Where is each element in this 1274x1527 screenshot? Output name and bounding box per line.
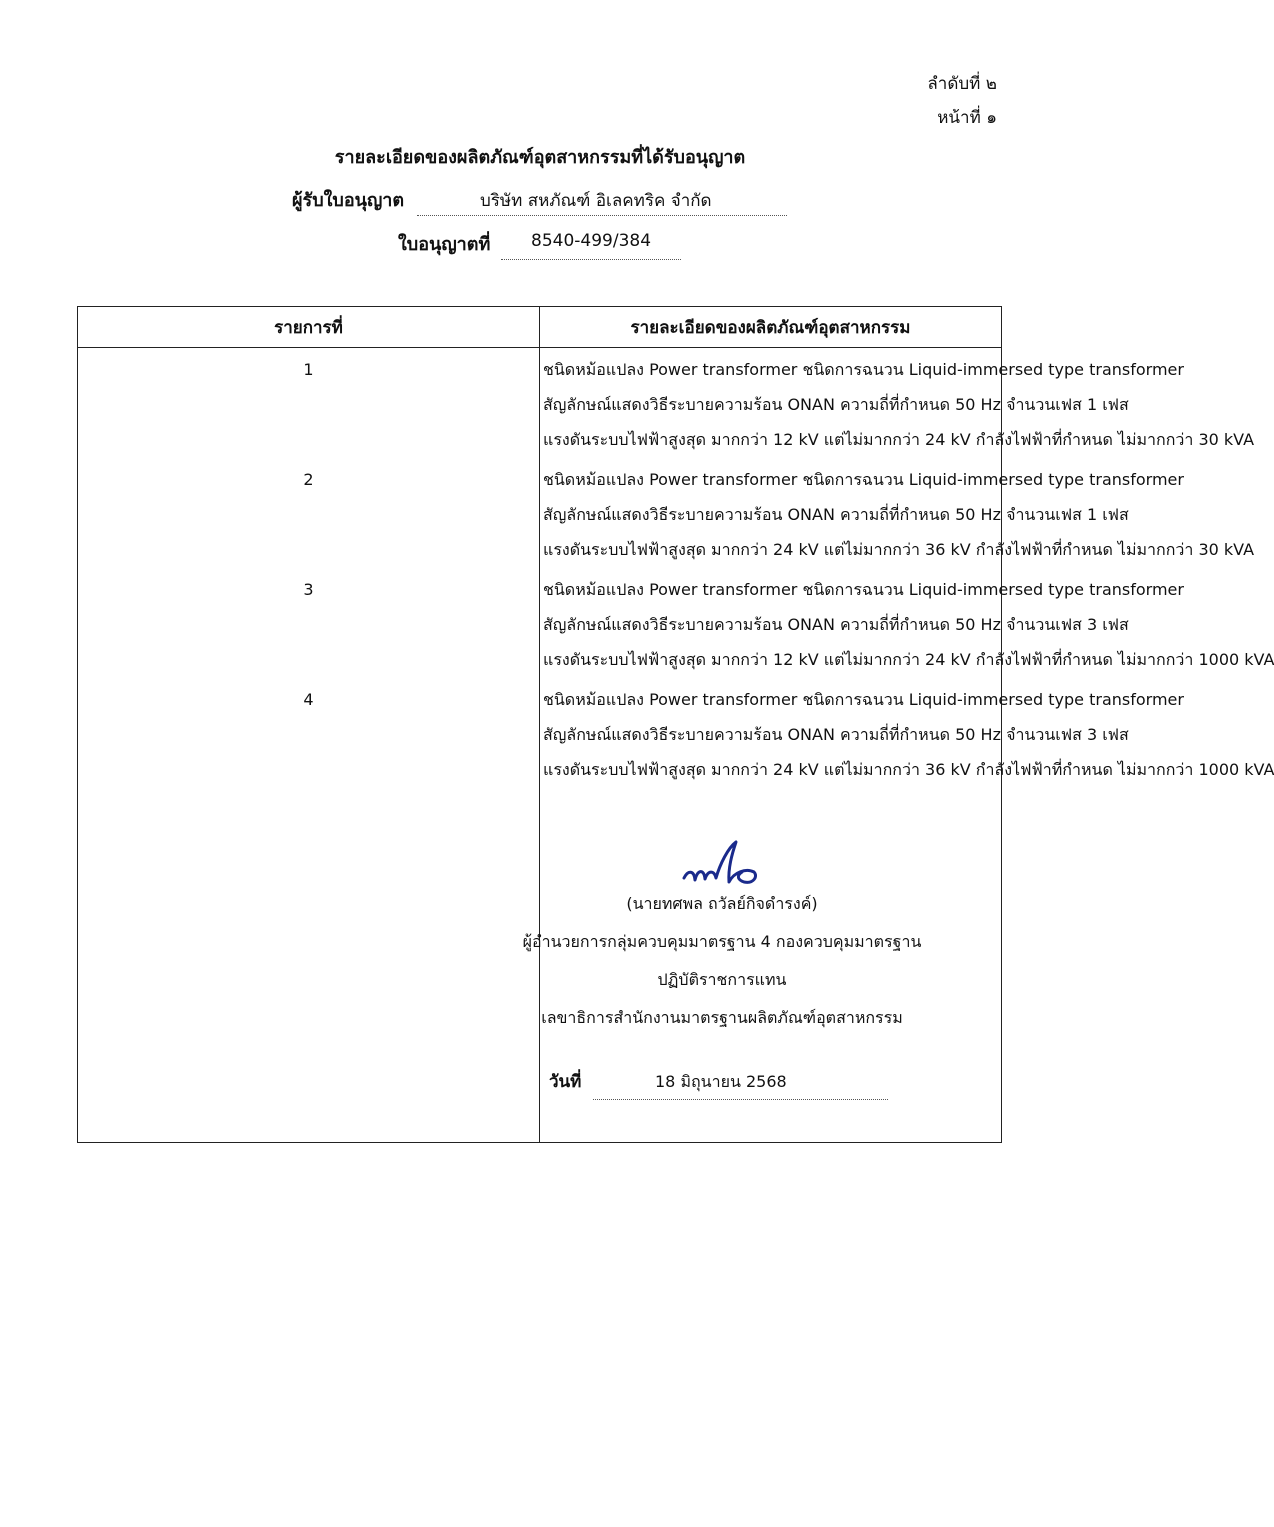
- acting-on-behalf: ปฏิบัติราชการแทน: [657, 970, 787, 989]
- date-label: วันที่: [549, 1072, 582, 1092]
- description-line: แรงดันระบบไฟฟ้าสูงสุด มากกว่า 24 kV แต่ไม่มากกว่า 36 kV กำลังไฟฟ้าที่กำหนด ไม่มากกว่า 30 kVA: [543, 540, 1255, 559]
- description-line: ชนิดหม้อแปลง Power transformer ชนิดการฉนวน Liquid-immersed type transformer: [543, 360, 1184, 379]
- description-line: ชนิดหม้อแปลง Power transformer ชนิดการฉนวน Liquid-immersed type transformer: [543, 580, 1184, 599]
- description-line: แรงดันระบบไฟฟ้าสูงสุด มากกว่า 12 kV แต่ไม่มากกว่า 24 kV กำลังไฟฟ้าที่กำหนด ไม่มากกว่า 30 kVA: [543, 430, 1255, 449]
- description-line: แรงดันระบบไฟฟ้าสูงสุด มากกว่า 12 kV แต่ไม่มากกว่า 24 kV กำลังไฟฟ้าที่กำหนด ไม่มากกว่า 1000 kVA: [543, 650, 1274, 669]
- description-line: สัญลักษณ์แสดงวิธีระบายความร้อน ONAN ความถี่ที่กำหนด 50 Hz จำนวนเฟส 3 เฟส: [543, 725, 1129, 744]
- description-line: สัญลักษณ์แสดงวิธีระบายความร้อน ONAN ความถี่ที่กำหนด 50 Hz จำนวนเฟส 3 เฟส: [543, 615, 1129, 634]
- item-description: [540, 682, 1274, 792]
- item-number: 4: [303, 690, 314, 709]
- description-line: สัญลักษณ์แสดงวิธีระบายความร้อน ONAN ความถี่ที่กำหนด 50 Hz จำนวนเฟส 1 เฟส: [543, 395, 1129, 414]
- item-number: 1: [303, 360, 314, 379]
- licensee-dotted-line: [417, 215, 787, 216]
- license-dotted-line: [501, 259, 681, 260]
- item-number-column: [78, 348, 540, 1143]
- license-label: ใบอนุญาตที่: [398, 234, 491, 255]
- page-number: หน้าที่ ๑: [937, 108, 997, 128]
- item-description: [540, 352, 1255, 462]
- handwritten-signature: [662, 838, 782, 894]
- item-number: 3: [303, 580, 314, 599]
- licensee-label: ผู้รับใบอนุญาต: [292, 190, 405, 211]
- license-number: 8540-499/384: [531, 231, 652, 251]
- column-header-details: รายละเอียดของผลิตภัณฑ์อุตสาหกรรม: [540, 307, 1002, 348]
- signatory-office: เลขาธิการสำนักงานมาตรฐานผลิตภัณฑ์อุตสาหกรรม: [541, 1008, 903, 1027]
- item-number: 2: [303, 470, 314, 489]
- date-dotted-line: [593, 1099, 888, 1100]
- description-line: สัญลักษณ์แสดงวิธีระบายความร้อน ONAN ความถี่ที่กำหนด 50 Hz จำนวนเฟส 1 เฟส: [543, 505, 1129, 524]
- signatory-name: (นายทศพล ถวัลย์กิจดำรงค์): [626, 894, 818, 913]
- signatory-position: ผู้อำนวยการกลุ่มควบคุมมาตรฐาน 4 กองควบคุมมาตรฐาน: [522, 932, 922, 951]
- date-value: 18 มิถุนายน 2568: [655, 1072, 787, 1091]
- signature-block: [497, 838, 947, 1046]
- licensee-name: บริษัท สหภัณฑ์ อิเลคทริค จำกัด: [480, 191, 712, 211]
- item-description: [540, 462, 1255, 572]
- item-description: [540, 572, 1274, 682]
- document-title: รายละเอียดของผลิตภัณฑ์อุตสาหกรรมที่ได้รับอนุญาต: [334, 147, 746, 168]
- description-line: ชนิดหม้อแปลง Power transformer ชนิดการฉนวน Liquid-immersed type transformer: [543, 470, 1184, 489]
- table-header-row: [78, 307, 1002, 348]
- sequence-number: ลำดับที่ ๒: [927, 74, 997, 94]
- column-header-item-no: รายการที่: [78, 307, 540, 348]
- description-line: ชนิดหม้อแปลง Power transformer ชนิดการฉนวน Liquid-immersed type transformer: [543, 690, 1184, 709]
- description-line: แรงดันระบบไฟฟ้าสูงสุด มากกว่า 24 kV แต่ไม่มากกว่า 36 kV กำลังไฟฟ้าที่กำหนด ไม่มากกว่า 1000 kVA: [543, 760, 1274, 779]
